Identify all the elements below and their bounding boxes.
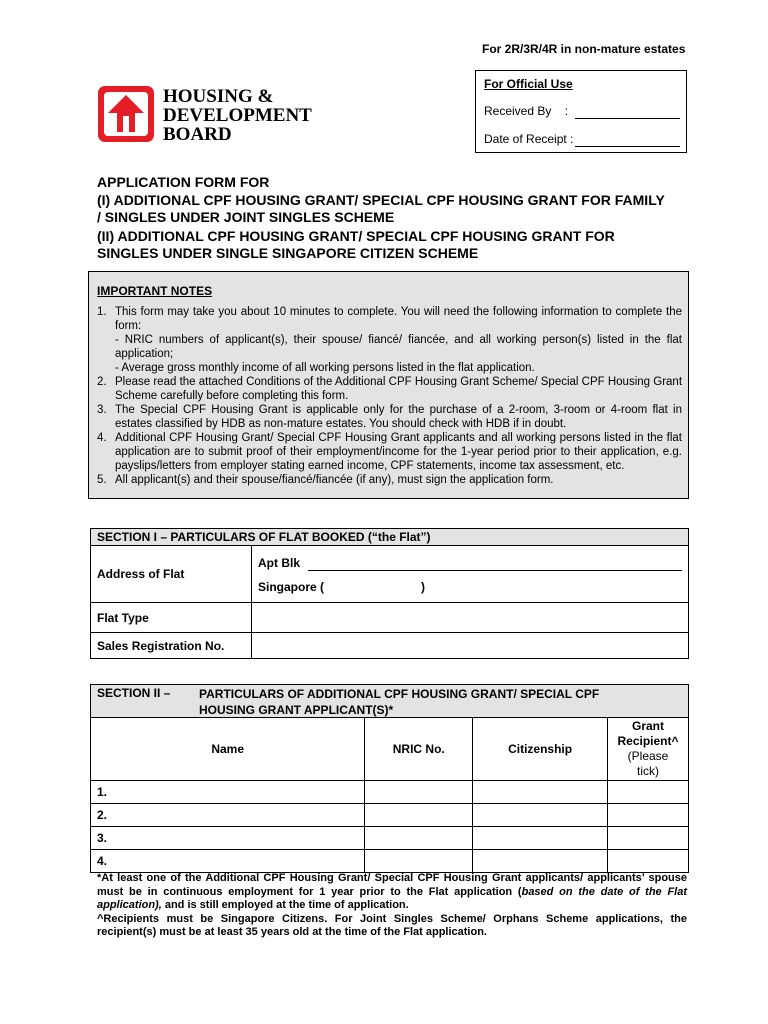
citizenship-input[interactable] [473, 850, 608, 873]
note-item: 3. The Special CPF Housing Grant is applicable only for the purchase of a 2-room, 3-room or 4-room flat in estates classified by HDB as non-mature estates. You should check with HDB if in doubt. [97, 404, 682, 430]
col-name: Name [91, 718, 365, 781]
notes-list [97, 305, 682, 487]
address-cell [252, 546, 689, 603]
important-notes-box [88, 271, 689, 499]
citizenship-input[interactable] [473, 804, 608, 827]
table-row [91, 827, 689, 850]
flat-type-input[interactable] [252, 603, 689, 633]
col-grant-recipient: Grant Recipient^ (Please tick) [608, 718, 689, 781]
grant-tick-box[interactable] [608, 850, 689, 873]
received-by-label: Received By : [484, 104, 569, 118]
sales-reg-label: Sales Registration No. [91, 633, 252, 659]
note-item: 5. All applicant(s) and their spouse/fiancé/fiancée (if any), must sign the application form. [97, 474, 554, 486]
section2-heading: SECTION II – PARTICULARS OF ADDITIONAL CPF HOUSING GRANT/ SPECIAL CPF HOUSING GRANT APPLICANT(S)* [91, 685, 689, 718]
nric-input[interactable] [365, 850, 473, 873]
grant-tick-box[interactable] [608, 804, 689, 827]
date-of-receipt-label: Date of Receipt : [484, 132, 574, 146]
date-of-receipt-line[interactable] [575, 146, 680, 147]
official-use-title: For Official Use [484, 77, 573, 91]
footnote-employment: *At least one of the Additional CPF Housing Grant/ Special CPF Housing Grant applicants/ applicants’ spouse must be in continuous employment for 1 year prior to the Flat application (based on the date of the Flat application), and is still employed at the time of application. [97, 872, 687, 911]
note-item: 1. This form may take you about 10 minutes to complete. You will need the following information to complete the form: - NRIC numbers of applicant(s), their spouse/ fiancé/ fiancée, and all working person(s) listed in the flat application; - Average gross monthly income of all working persons listed in the flat application. [97, 306, 682, 374]
section2-table [90, 684, 689, 873]
table-row [91, 850, 689, 873]
col-citizenship: Citizenship [473, 718, 608, 781]
row-number[interactable]: 2. [91, 804, 365, 827]
singapore-postal-field[interactable]: Singapore ( ) [258, 580, 426, 594]
row-number[interactable]: 3. [91, 827, 365, 850]
apt-blk-line[interactable] [308, 570, 682, 571]
section1-heading: SECTION I – PARTICULARS OF FLAT BOOKED (“the Flat”) [91, 529, 689, 546]
grant-tick-box[interactable] [608, 827, 689, 850]
nric-input[interactable] [365, 827, 473, 850]
grant-tick-box[interactable] [608, 781, 689, 804]
sales-reg-input[interactable] [252, 633, 689, 659]
nric-input[interactable] [365, 781, 473, 804]
row-number[interactable]: 1. [91, 781, 365, 804]
official-use-box [475, 70, 687, 153]
note-item: 4. Additional CPF Housing Grant/ Special CPF Housing Grant applicants and all working persons listed in the flat application are to submit proof of their employment/income for the 1-year period prior to their application, e.g. payslips/letters from employer stating earned income, CPF statements, income tax assessment, etc. [97, 432, 682, 472]
citizenship-input[interactable] [473, 827, 608, 850]
row-number[interactable]: 4. [91, 850, 365, 873]
flat-type-label: Flat Type [91, 603, 252, 633]
important-notes-heading: IMPORTANT NOTES [97, 284, 213, 298]
form-applicability-note: For 2R/3R/4R in non-mature estates [482, 42, 686, 56]
table-row [91, 804, 689, 827]
table-row [91, 781, 689, 804]
received-by-line[interactable] [575, 118, 680, 119]
apt-blk-label: Apt Blk [258, 556, 300, 570]
nric-input[interactable] [365, 804, 473, 827]
section1-table [90, 528, 689, 659]
col-nric: NRIC No. [365, 718, 473, 781]
note-item: 2. Please read the attached Conditions of the Additional CPF Housing Grant Scheme/ Special CPF Housing Grant Scheme carefully before completing this form. [97, 376, 683, 402]
hdb-logo-icon [98, 86, 154, 142]
form-title: APPLICATION FORM FOR (I) ADDITIONAL CPF HOUSING GRANT/ SPECIAL CPF HOUSING GRANT FOR FAMILY / SINGLES UNDER JOINT SINGLES SCHEME (II) ADDITIONAL CPF HOUSING GRANT/ SPECIAL CPF HOUSING GRANT FOR SINGLES UNDER SINGLE SINGAPORE CITIZEN SCHEME [97, 174, 665, 261]
footnote-recipients: ^Recipients must be Singapore Citizens. For Joint Singles Scheme/ Orphans Scheme applications, the recipient(s) must be at least 35 years old at the time of the Flat application. [97, 912, 687, 938]
footnotes [97, 872, 687, 940]
address-of-flat-label: Address of Flat [91, 546, 252, 603]
citizenship-input[interactable] [473, 781, 608, 804]
hdb-logo-text: HOUSING & DEVELOPMENT BOARD [163, 86, 312, 145]
